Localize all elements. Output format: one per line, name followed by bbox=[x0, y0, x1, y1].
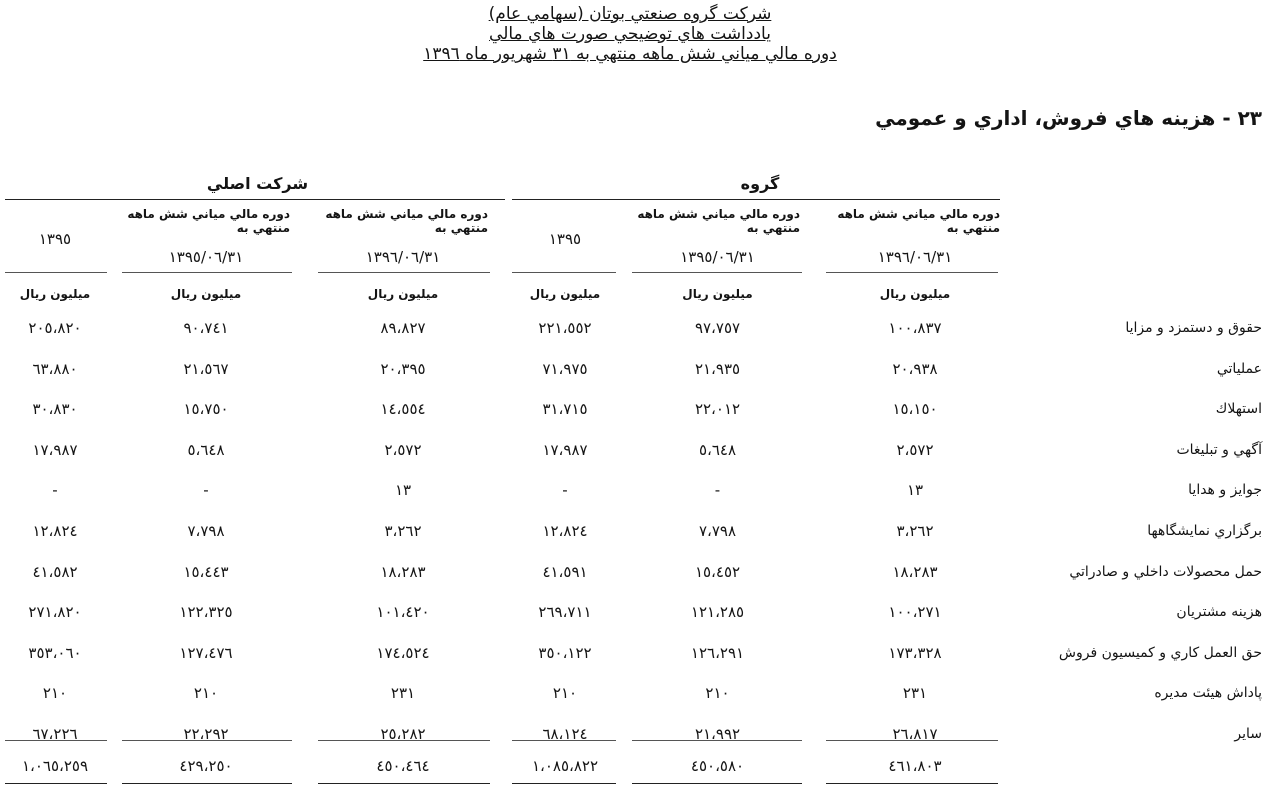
table-cell: ٢١،٩٣٥ bbox=[694, 360, 741, 378]
table-cell: ١٥،٧٥٠ bbox=[183, 400, 229, 418]
group-header-parent: شرکت اصلي bbox=[206, 174, 309, 193]
table-cell: ٣،٢٦٢ bbox=[384, 522, 422, 540]
table-cell: ٢٠،٣٩٥ bbox=[380, 360, 426, 378]
table-cell: ٢٦٩،٧١١ bbox=[538, 603, 592, 621]
column-header-group-1396: دوره مالي مياني شش ماهه منتهي به bbox=[837, 207, 1000, 235]
header-rule bbox=[512, 272, 616, 273]
table-cell: ١٥،٤٤٣ bbox=[183, 563, 229, 581]
total-rule-bottom bbox=[512, 783, 616, 784]
table-cell: ١٢٦،٢٩١ bbox=[690, 644, 745, 662]
table-cell: ٥،٦٤٨ bbox=[698, 441, 737, 459]
table-cell: ١٢،٨٢٤ bbox=[32, 522, 78, 540]
table-cell: ١٧٤،٥٢٤ bbox=[376, 644, 430, 662]
table-cell: ٢،٥٧٢ bbox=[896, 441, 934, 459]
table-cell: ٧،٧٩٨ bbox=[698, 522, 737, 540]
group-rule bbox=[512, 199, 1000, 200]
header-rule bbox=[632, 272, 802, 273]
table-cell: ٥،٦٤٨ bbox=[187, 441, 225, 459]
row-label: پاداش هيئت مديره bbox=[1154, 685, 1262, 701]
header-rule bbox=[5, 272, 107, 273]
table-cell: ١٧،٩٨٧ bbox=[542, 441, 588, 459]
header-rule bbox=[122, 272, 292, 273]
unit-label: ميليون ريال bbox=[19, 287, 91, 301]
total-cell: ٤٥٠،٥٨٠ bbox=[690, 757, 745, 775]
table-cell: ٣٥٠،١٢٢ bbox=[538, 644, 592, 662]
row-label: استهلاك bbox=[1215, 401, 1262, 417]
total-rule-top bbox=[318, 740, 490, 741]
group-header-group: گروه bbox=[740, 174, 780, 193]
total-rule-bottom bbox=[632, 783, 802, 784]
total-cell: ١،٠٦٥،٢٥٩ bbox=[21, 757, 89, 775]
unit-label: ميليون ريال bbox=[682, 287, 753, 301]
table-cell: ١٠٠،٨٣٧ bbox=[888, 319, 942, 337]
column-header-parent-1396: دوره مالي مياني شش ماهه منتهي به bbox=[325, 207, 488, 235]
table-cell: - bbox=[52, 481, 58, 499]
table-cell: ١٢١،٢٨٥ bbox=[690, 603, 745, 621]
table-cell: ١٨،٢٨٣ bbox=[892, 563, 938, 581]
column-date-parent-1395: ١٣٩٥/٠٦/٣١ bbox=[168, 248, 244, 266]
table-cell: ١٢٧،٤٧٦ bbox=[179, 644, 233, 662]
total-cell: ٤٥٠،٤٦٤ bbox=[376, 757, 430, 775]
table-cell: ١٧٣،٣٢٨ bbox=[888, 644, 942, 662]
table-cell: ٢١،٥٦٧ bbox=[183, 360, 229, 378]
row-label: ساير bbox=[1234, 726, 1262, 742]
unit-label: ميليون ريال bbox=[879, 287, 951, 301]
table-cell: ١٥،٤٥٢ bbox=[694, 563, 741, 581]
table-cell: ٢٠٥،٨٢٠ bbox=[28, 319, 82, 337]
table-cell: ١٨،٢٨٣ bbox=[380, 563, 426, 581]
table-cell: ٢٧١،٨٢٠ bbox=[28, 603, 82, 621]
unit-label: ميليون ريال bbox=[367, 287, 439, 301]
unit-label: ميليون ريال bbox=[170, 287, 242, 301]
row-label: حمل محصولات داخلي و صادراتي bbox=[1069, 564, 1262, 580]
table-cell: ٢٣١ bbox=[902, 684, 928, 702]
table-cell: ٢٢١،٥٥٢ bbox=[538, 319, 592, 337]
header-rule bbox=[318, 272, 490, 273]
table-cell: ١٠٠،٢٧١ bbox=[888, 603, 942, 621]
total-rule-bottom bbox=[826, 783, 998, 784]
table-cell: ٢٠،٩٣٨ bbox=[892, 360, 938, 378]
table-cell: ٢١٠ bbox=[193, 684, 219, 702]
column-header-group-1395: دوره مالي مياني شش ماهه منتهي به bbox=[637, 207, 800, 235]
header-rule bbox=[826, 272, 998, 273]
unit-label: ميليون ريال bbox=[529, 287, 601, 301]
total-rule-top bbox=[5, 740, 107, 741]
table-cell: ٣،٢٦٢ bbox=[896, 522, 934, 540]
table-cell: ١٣ bbox=[906, 481, 924, 499]
total-rule-bottom bbox=[318, 783, 490, 784]
table-cell: ١٢٢،٣٢٥ bbox=[179, 603, 233, 621]
table-cell: ٢١٠ bbox=[705, 684, 730, 702]
column-date-parent-1396: ١٣٩٦/٠٦/٣١ bbox=[365, 248, 441, 266]
row-label: عملياتي bbox=[1216, 361, 1262, 377]
table-cell: ٩٠،٧٤١ bbox=[183, 319, 229, 337]
total-cell: ٤٦١،٨٠٣ bbox=[888, 757, 942, 775]
row-label: حق العمل كاري و كميسيون فروش bbox=[1058, 645, 1262, 661]
table-cell: ٦٧،٢٢٦ bbox=[32, 725, 78, 743]
total-rule-bottom bbox=[122, 783, 292, 784]
section-title: ٢٣ - هزينه هاي فروش، اداري و عمومي bbox=[875, 106, 1262, 130]
table-cell: ٢٥،٢٨٢ bbox=[380, 725, 426, 743]
row-label: آگهي و تبليغات bbox=[1176, 442, 1262, 458]
row-label: برگزاري نمايشگاهها bbox=[1147, 523, 1262, 539]
table-cell: - bbox=[562, 481, 568, 499]
table-cell: ٢٢،٠١٢ bbox=[694, 400, 741, 418]
table-cell: ١٠١،٤٢٠ bbox=[376, 603, 430, 621]
total-rule-top bbox=[632, 740, 802, 741]
table-cell: ٢١٠ bbox=[552, 684, 578, 702]
table-cell: ١٥،١٥٠ bbox=[892, 400, 938, 418]
row-label: حقوق و دستمزد و مزايا bbox=[1125, 320, 1262, 336]
table-cell: ٢١،٩٩٢ bbox=[694, 725, 741, 743]
table-cell: ٣٠،٨٣٠ bbox=[32, 400, 78, 418]
table-cell: ٤١،٥٩١ bbox=[542, 563, 588, 581]
table-cell: ٢١٠ bbox=[42, 684, 68, 702]
total-rule-top bbox=[122, 740, 292, 741]
table-cell: ٢٦،٨١٧ bbox=[892, 725, 938, 743]
column-date-group-1396: ١٣٩٦/٠٦/٣١ bbox=[877, 248, 953, 266]
table-cell: - bbox=[714, 481, 721, 499]
table-cell: ٨٩،٨٢٧ bbox=[380, 319, 426, 337]
table-cell: ٢٣١ bbox=[390, 684, 416, 702]
total-cell: ٤٢٩،٢٥٠ bbox=[179, 757, 233, 775]
table-cell: ٩٧،٧٥٧ bbox=[694, 319, 741, 337]
parent-rule bbox=[5, 199, 505, 200]
table-cell: ٤١،٥٨٢ bbox=[32, 563, 78, 581]
company-name: شرکت گروه صنعتي بوتان (سهامي عام) bbox=[488, 4, 772, 24]
table-cell: ٣٥٣،٠٦٠ bbox=[28, 644, 82, 662]
table-cell: ٦٨،١٢٤ bbox=[542, 725, 588, 743]
table-cell: ١٣ bbox=[394, 481, 412, 499]
table-cell: ١٧،٩٨٧ bbox=[32, 441, 78, 459]
row-label: جوايز و هدايا bbox=[1188, 482, 1262, 498]
table-cell: ٢،٥٧٢ bbox=[384, 441, 422, 459]
column-date-group-1395: ١٣٩٥/٠٦/٣١ bbox=[680, 248, 755, 266]
table-cell: ٧١،٩٧٥ bbox=[542, 360, 588, 378]
column-year-group: ١٣٩٥ bbox=[548, 230, 582, 248]
table-cell: - bbox=[203, 481, 209, 499]
table-cell: ٣١،٧١٥ bbox=[542, 400, 588, 418]
table-cell: ١٢،٨٢٤ bbox=[542, 522, 588, 540]
table-cell: ٧،٧٩٨ bbox=[187, 522, 225, 540]
column-year-parent: ١٣٩٥ bbox=[38, 230, 72, 248]
total-rule-top bbox=[512, 740, 616, 741]
table-cell: ٦٣،٨٨٠ bbox=[32, 360, 78, 378]
report-subtitle: يادداشت هاي توضيحي صورت هاي مالي bbox=[489, 24, 771, 44]
total-rule-bottom bbox=[5, 783, 107, 784]
total-rule-top bbox=[826, 740, 998, 741]
column-header-parent-1395: دوره مالي مياني شش ماهه منتهي به bbox=[127, 207, 290, 235]
table-cell: ١٤،٥٥٤ bbox=[380, 400, 426, 418]
table-cell: ٢٢،٢٩٢ bbox=[183, 725, 229, 743]
report-period: دوره مالي مياني شش ماهه منتهي به ٣١ شهريور ماه ١٣٩٦ bbox=[423, 44, 837, 64]
total-cell: ١،٠٨٥،٨٢٢ bbox=[531, 757, 599, 775]
row-label: هزينه مشتريان bbox=[1176, 604, 1262, 620]
